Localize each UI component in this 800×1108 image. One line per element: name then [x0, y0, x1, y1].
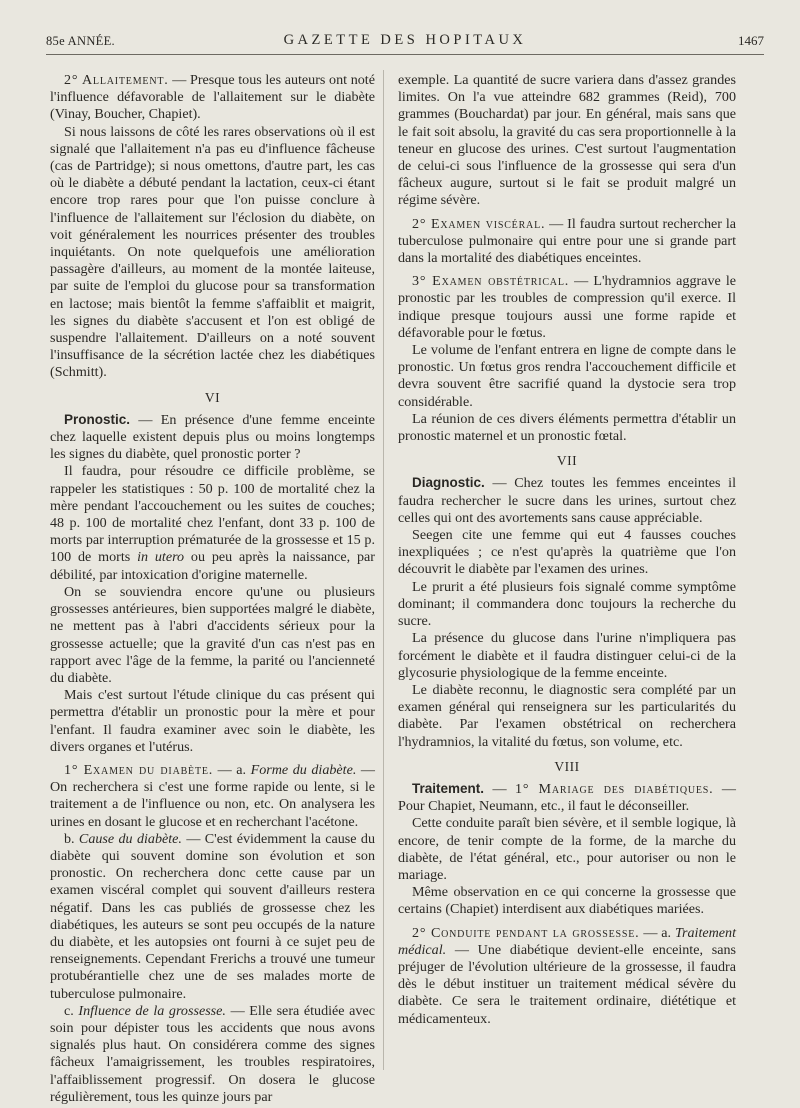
- paragraph-statistics: [50, 463, 375, 583]
- influence-lead: c.: [64, 1002, 79, 1019]
- page-header: [46, 32, 764, 55]
- section-number-viii: VIII: [554, 758, 580, 774]
- paragraph: La réunion de ces divers éléments permettra d'établir un pronostic maternel et un pronostic fœtal.: [398, 410, 736, 445]
- paragraph-traitement: [398, 780, 736, 815]
- paragraph: La présence du glucose dans l'urine n'impliquera pas forcément le diabète et il faudra distinguer celui-ci de la glycosurie physiologique de la femme enceinte.: [398, 630, 736, 681]
- cause-heading: Cause du diabète.: [78, 830, 182, 847]
- examen-diabete-heading: 1° Examen du diabète.: [64, 761, 214, 778]
- diagnostic-heading: Diagnostic.: [412, 475, 485, 491]
- traitement-text: — Pour Chapiet, Neumann, etc., il faut le déconseiller.: [398, 780, 736, 815]
- allaitement-text: — Presque tous les auteurs ont noté l'influence défavorable de l'allaitement sur le diabète (Vinay, Boucher, Chapiet).: [50, 72, 375, 123]
- traitement-medical-heading: Traitement médical.: [398, 924, 737, 958]
- paragraph-examen-visceral: [398, 216, 736, 268]
- paragraph: On se souviendra encore qu'une ou plusieurs grossesses antérieures, bien supportées malgré le diabète, ne mettent pas à l'abri d'accidents sérieux pour la grossesse actuelle; que la gravité d'un cas n'est pas en rapport avec l'âge de la femme, la parité ou l'ancienneté du diabète.: [50, 583, 375, 686]
- mariage-heading: 1° Mariage des diabétiques.: [515, 780, 714, 797]
- traitement-sep: —: [484, 780, 516, 797]
- pronostic-text: — En présence d'une femme enceinte chez laquelle existent depuis plus ou moins longtemps les signes du diabète, quel pronostic porter ?: [50, 411, 375, 463]
- traitement-heading: Traitement.: [412, 780, 485, 796]
- paragraph-allaitement: [50, 72, 375, 124]
- paragraph: Le diabète reconnu, le diagnostic sera complété par un examen général qui renseignera sur les particularités du diabète. Par l'examen obstétrical on recherchera l'hydramnios, la vitalité du fœtus, son volume, etc.: [398, 681, 736, 750]
- examen-obstetrical-text: — L'hydramnios aggrave le pronostic par les troubles de compression qu'il exerce. Il indique presque toujours aussi une forme rapide et défavorable pour le fœtus.: [398, 273, 737, 341]
- examen-diabete-sep: — a.: [213, 761, 251, 778]
- examen-diabete-text: — On recherchera si c'est une forme rapide ou lente, si le traitement a de l'influence ou non, etc. On analysera les urines en dosant le glucose et en recherchant l'acétone.: [50, 761, 375, 830]
- paragraph: Si nous laissons de côté les rares observations où il est signalé que l'allaitement n'a pas eu d'influence fâcheuse (cas de Partridge); si nous omettons, d'autre part, les cas où le diabète a débuté pendant la lactation, ceux-ci étant encore trop rares pour que l'on puisse conclure à l'influence de l'allaitement sur l'éclosion du diabète, on voit généralement les nourrices présenter des troubles inquiétants. On note quelquefois une amélioration passagère d'ailleurs, au moment de la montée laiteuse, par suite de l'emploi du glucose pour sa transformation en lactose; mais bientôt la femme s'affaiblit et maigrit, les signes du diabète s'accusent et l'on est obligé de suspendre l'allaitement. D'ailleurs on a noté souvent l'insuffisance de la sécrétion lactée chez les diabétiques (Schmitt).: [50, 123, 375, 381]
- paragraph: Mais c'est surtout l'étude clinique du cas présent qui permettra d'établir un pronostic pour la mère et pour l'enfant. Il faudra examiner avec soin le diabète, les divers organes et l'utérus.: [50, 687, 375, 755]
- paragraph-conduite: [398, 925, 736, 1028]
- paragraph-examen-obstetrical: [398, 273, 736, 342]
- column-divider: [383, 70, 384, 1070]
- paragraph: Le volume de l'enfant entrera en ligne de compte dans le pronostic. Un fœtus gros rendra l'accouchement difficile et devra souvent être sacrifié quand la dystocie sera trop considérable.: [398, 342, 736, 410]
- forme-diabete-heading: Forme du diabète.: [250, 761, 357, 778]
- section-number-vii: VII: [556, 453, 578, 469]
- pronostic-heading: Pronostic.: [64, 411, 131, 427]
- conduite-sep: — a.: [639, 924, 675, 941]
- paragraph-examen-diabete: [50, 762, 375, 831]
- paragraph: Même observation en ce qui concerne la grossesse que certains (Chapiet) interdisent aux diabétiques mariées.: [398, 884, 736, 918]
- diagnostic-text: — Chez toutes les femmes enceintes il faudra rechercher le sucre dans les urines, surtout chez celles qui ont des avortements sans cause appréciable.: [398, 475, 736, 526]
- statistics-italic: in utero: [137, 549, 185, 566]
- examen-visceral-text: — Il faudra surtout rechercher la tuberculose pulmonaire qui entre pour une si grande part dans la mortalité des diabétiques enceintes.: [398, 215, 736, 267]
- year-label: 85e ANNÉE.: [46, 34, 115, 48]
- examen-obstetrical-heading: 3° Examen obstétrical.: [412, 273, 570, 290]
- statistics-text: Il faudra, pour résoudre ce difficile problème, se rappeler les statistiques : 50 p. 100 de mortalité chez la mère pendant l'accouchement ou les suites de couches; 48 p. 100 de mortalité chez l'enfant, dont 33 p. 100 de morts par interruption prématurée de la grossesse et 15 p. 100 de morts: [50, 463, 375, 566]
- left-column: [50, 72, 375, 1106]
- cause-lead: b.: [64, 830, 79, 847]
- page-number: 1467: [738, 33, 764, 48]
- section-number-vi: VI: [204, 389, 221, 405]
- right-column: [398, 72, 736, 1028]
- paragraph: Seegen cite une femme qui eut 4 fausses couches inexpliquées ; ce n'est qu'après la quatrième que l'on découvrit le diabète par l'examen des urines.: [398, 527, 736, 578]
- examen-visceral-heading: 2° Examen viscéral.: [412, 215, 546, 232]
- paragraph-influence: [50, 1003, 375, 1106]
- influence-text: — Elle sera étudiée avec soin pour dépister tous les accidents que nous avons signalés plus haut. On considérera comme des signes fâcheux l'amaigrissement, les troubles respiratoires, l'affaiblissement progressif. On dosera le glucose régulièrement, tous les quinze jours par: [50, 1002, 375, 1105]
- statistics-text-end: ou peu après la naissance, par débilité, par intoxication d'origine maternelle.: [50, 549, 375, 583]
- journal-title: GAZETTE DES HOPITAUX: [283, 32, 527, 48]
- allaitement-heading: 2° Allaitement.: [64, 72, 169, 88]
- paragraph: Cette conduite paraît bien sévère, et il semble logique, là encore, de tenir compte de la forme, de la marche du diabète, de l'état général, etc., pour autoriser ou non le mariage.: [398, 815, 736, 883]
- conduite-text: — Une diabétique devient-elle enceinte, sans préjuger de l'évolution ultérieure de la grossesse, il faudra dès le début instituer un traitement médical sévère du diabète. Ce sera le traitement ordinaire, diététique et médicamenteux.: [398, 941, 736, 1027]
- cause-text: — C'est évidemment la cause du diabète qui souvent domine son évolution et son pronostic. On recherchera donc cette cause par un examen viscéral complet qui souvent d'ailleurs restera négatif. Dans les cas publiés de grossesse chez les diabétiques, les auteurs se sont peu occupés de la nature du diabète, et les autopsies ont fourni à ce sujet peu de renseignements. Cependant Frerichs a trouvé une tumeur protubérantielle chez une de ses malades morte de tuberculose pulmonaire.: [50, 830, 375, 1002]
- paragraph-diagnostic: [398, 474, 736, 527]
- conduite-heading: 2° Conduite pendant la grossesse.: [412, 924, 640, 941]
- paragraph-cause: [50, 831, 375, 1003]
- paragraph-pronostic: [50, 411, 375, 464]
- influence-heading: Influence de la grossesse.: [78, 1002, 226, 1019]
- paragraph: exemple. La quantité de sucre variera dans d'assez grandes limites. On l'a vue atteindre 682 grammes (Reid), 700 grammes (Bouchardat) par jour. En général, mais sans que le fait soit absolu, la gravité du cas sera proportionnelle à la teneur en glucose des urines. C'est surtout l'augmentation de celui-ci sous l'influence de la grossesse qui sera d'un fâcheux augure, surtout si le fait se produit malgré un régime sévère.: [398, 72, 736, 209]
- paragraph: Le prurit a été plusieurs fois signalé comme symptôme dominant; il commandera donc toujours la recherche du sucre.: [398, 578, 736, 630]
